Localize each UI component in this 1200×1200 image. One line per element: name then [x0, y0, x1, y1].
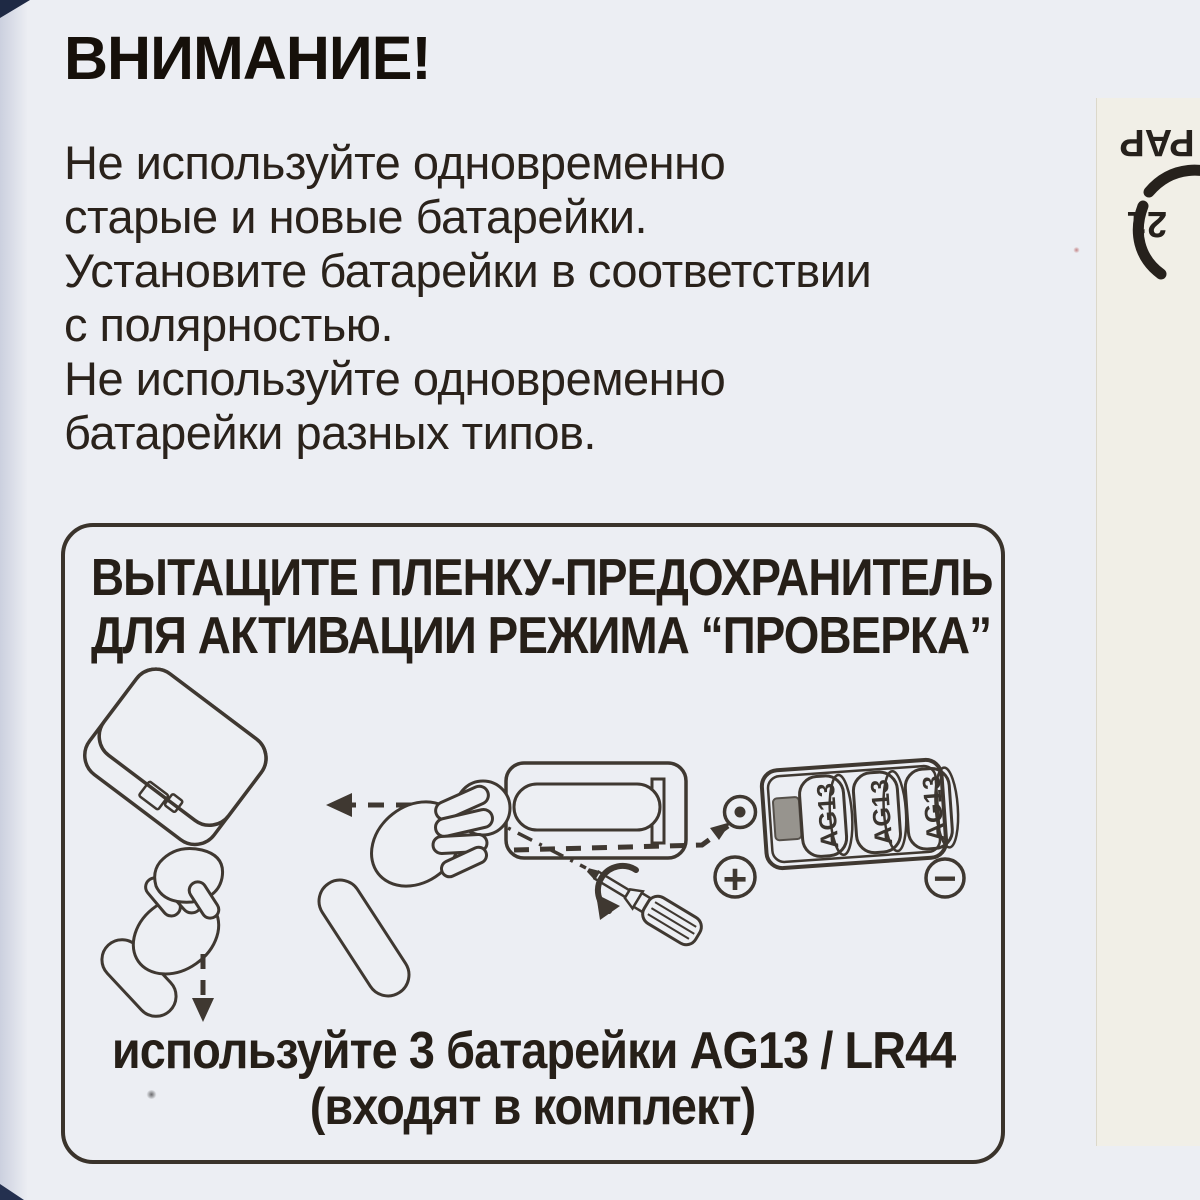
svg-text:PAP: PAP [1119, 121, 1195, 163]
battery-caption-line-1: используйте 3 батарейки AG13 / LR44 [111, 1022, 956, 1080]
svg-text:21: 21 [1126, 204, 1168, 245]
warning-line: Не используйте одновременно [64, 352, 726, 405]
hand-holding-ring-illustration [311, 783, 494, 1004]
blue-corner-bottom-left [0, 1184, 24, 1200]
instruction-illustration [64, 648, 1006, 1030]
title-line-1: ВЫТАЩИТЕ ПЛЕНКУ-ПРЕДОХРАНИТЕЛЬ [91, 549, 993, 607]
warning-text [64, 136, 871, 460]
device-illustration [75, 660, 275, 855]
warning-line: Установите батарейки в соответствии [64, 244, 872, 297]
blue-corner-top-left [0, 0, 30, 18]
warning-line: старые и новые батарейки. [64, 190, 648, 243]
battery-cell [852, 770, 908, 853]
title-line-2: ДЛЯ АКТИВАЦИИ РЕЖИМА “ПРОВЕРКА” [91, 607, 992, 665]
dust-speck [146, 1090, 157, 1099]
recycling-symbol [1113, 121, 1200, 326]
svg-text:AG13: AG13 [917, 774, 951, 842]
page-title: ВНИМАНИЕ! [64, 24, 431, 92]
battery-cell [904, 767, 960, 850]
warning-line: с полярностью. [64, 298, 394, 351]
left-edge-shadow [0, 0, 28, 1200]
polarity-minus-symbol [926, 857, 964, 901]
side-panel [1096, 98, 1200, 1146]
warning-line: батарейки разных типов. [64, 406, 596, 459]
warning-line: Не используйте одновременно [64, 136, 726, 189]
battery-cell [798, 774, 854, 857]
svg-text:−: − [933, 857, 957, 901]
svg-text:AG13: AG13 [865, 778, 899, 846]
battery-cover-plate-illustration [456, 763, 731, 858]
contact-dot-symbol [725, 797, 756, 828]
battery-contact-tab [773, 797, 802, 841]
polarity-plus-symbol [715, 856, 755, 903]
battery-caption-line-2: (входят в комплект) [310, 1078, 756, 1136]
dust-speck [1073, 247, 1080, 253]
svg-text:AG13: AG13 [811, 782, 845, 850]
battery-holder-illustration [761, 758, 961, 869]
svg-text:+: + [722, 855, 748, 903]
